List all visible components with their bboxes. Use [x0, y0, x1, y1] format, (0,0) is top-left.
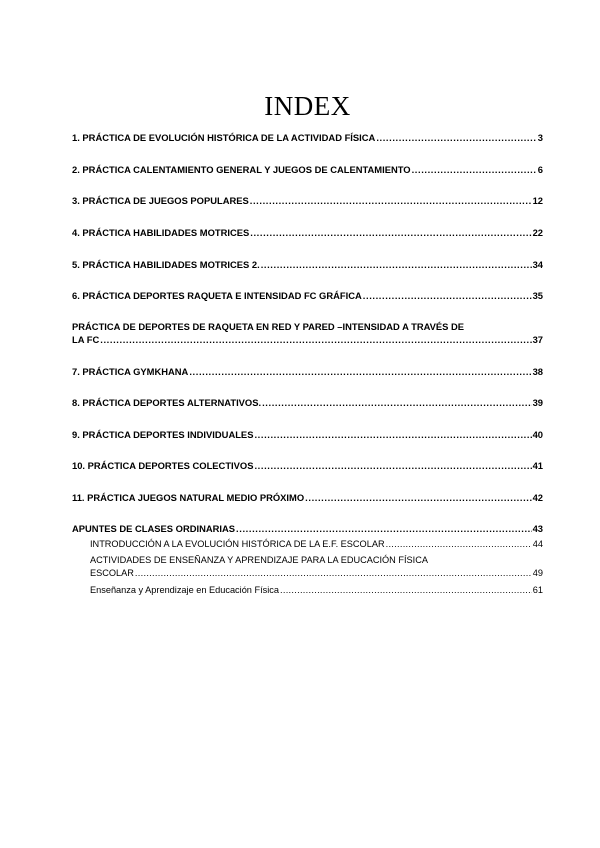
dot-leader [412, 164, 537, 176]
toc-page-number: 6 [537, 164, 543, 175]
toc-entry[interactable] [72, 259, 543, 271]
toc-entry[interactable] [72, 366, 543, 378]
toc-subentry[interactable] [90, 539, 543, 550]
dot-leader [262, 397, 531, 409]
dot-leader [363, 290, 532, 302]
dot-leader [261, 259, 532, 271]
dot-leader [305, 492, 531, 504]
toc-entry[interactable] [72, 334, 543, 346]
toc-page-number: 34 [532, 259, 543, 270]
toc-entry[interactable] [72, 397, 543, 409]
dot-leader [386, 539, 532, 550]
dot-leader [376, 132, 536, 144]
toc-entry-label: 9. PRÁCTICA DEPORTES INDIVIDUALES [72, 429, 254, 440]
toc-entry-label: 11. PRÁCTICA JUEGOS NATURAL MEDIO PRÓXIMO [72, 492, 305, 503]
toc-subentry-first-line[interactable]: ACTIVIDADES DE ENSEÑANZA Y APRENDIZAJE PARA LA EDUCACIÓN FÍSICA [90, 555, 428, 565]
dot-leader [236, 523, 532, 535]
toc-subentry[interactable] [90, 568, 543, 579]
toc-entry-label: 1. PRÁCTICA DE EVOLUCIÓN HISTÓRICA DE LA ACTIVIDAD FÍSICA [72, 132, 376, 143]
toc-entry[interactable] [72, 290, 543, 302]
toc-page-number: 42 [532, 492, 543, 503]
toc-page-number: 39 [532, 397, 543, 408]
toc-subentry-label: ESCOLAR [90, 568, 134, 578]
dot-leader [100, 334, 531, 346]
dot-leader [250, 227, 531, 239]
toc-entry[interactable] [72, 164, 543, 176]
toc-page-number: 61 [532, 585, 543, 595]
toc-entry[interactable] [72, 227, 543, 239]
toc-entry[interactable] [72, 460, 543, 472]
page-title: INDEX [264, 91, 351, 121]
toc-entry-label: 10. PRÁCTICA DEPORTES COLECTIVOS [72, 460, 254, 471]
toc-page-number: 49 [532, 568, 543, 578]
toc-entry[interactable] [72, 523, 543, 535]
dot-leader [250, 195, 532, 207]
dot-leader [280, 585, 532, 596]
dot-leader [254, 429, 531, 441]
toc-page-number: 38 [532, 366, 543, 377]
toc-entry-label: 3. PRÁCTICA DE JUEGOS POPULARES [72, 195, 249, 206]
toc-page-number: 41 [532, 460, 543, 471]
dot-leader [135, 568, 532, 579]
toc-entry-label: 4. PRÁCTICA HABILIDADES MOTRICES [72, 227, 250, 238]
toc-entry-first-line[interactable]: PRÁCTICA DE DEPORTES DE RAQUETA EN RED Y PARED –INTENSIDAD A TRAVÉS DE [72, 321, 465, 332]
toc-entry-label: 8. PRÁCTICA DEPORTES ALTERNATIVOS. [72, 397, 262, 408]
toc-entry-label: APUNTES DE CLASES ORDINARIAS [72, 523, 236, 534]
toc-page-number: 12 [532, 195, 543, 206]
toc-page-number: 43 [532, 523, 543, 534]
toc-entry[interactable] [72, 429, 543, 441]
dot-leader [254, 460, 531, 472]
toc-subentry-label: Enseñanza y Aprendizaje en Educación Física [90, 585, 279, 595]
toc-entry-label: 6. PRÁCTICA DEPORTES RAQUETA E INTENSIDAD FC GRÁFICA [72, 290, 362, 301]
toc-page-number: 37 [532, 334, 543, 345]
toc-subentry-label: INTRODUCCIÓN A LA EVOLUCIÓN HISTÓRICA DE LA E.F. ESCOLAR [90, 539, 385, 549]
toc-page-number: 22 [532, 227, 543, 238]
toc-entry-label: LA FC [72, 334, 100, 345]
toc-entry[interactable] [72, 195, 543, 207]
toc-entry[interactable] [72, 492, 543, 504]
toc-subentry[interactable] [90, 585, 543, 596]
toc-entry-label: 7. PRÁCTICA GYMKHANA [72, 366, 189, 377]
toc-page-number: 3 [537, 132, 543, 143]
toc-entry-label: 5. PRÁCTICA HABILIDADES MOTRICES 2. [72, 259, 260, 270]
dot-leader [189, 366, 531, 378]
toc-entry-label: 2. PRÁCTICA CALENTAMIENTO GENERAL Y JUEGOS DE CALENTAMIENTO [72, 164, 411, 175]
toc-page-number: 40 [532, 429, 543, 440]
toc-page-number: 35 [532, 290, 543, 301]
toc-entry[interactable] [72, 132, 543, 144]
toc-page-number: 44 [532, 539, 543, 549]
